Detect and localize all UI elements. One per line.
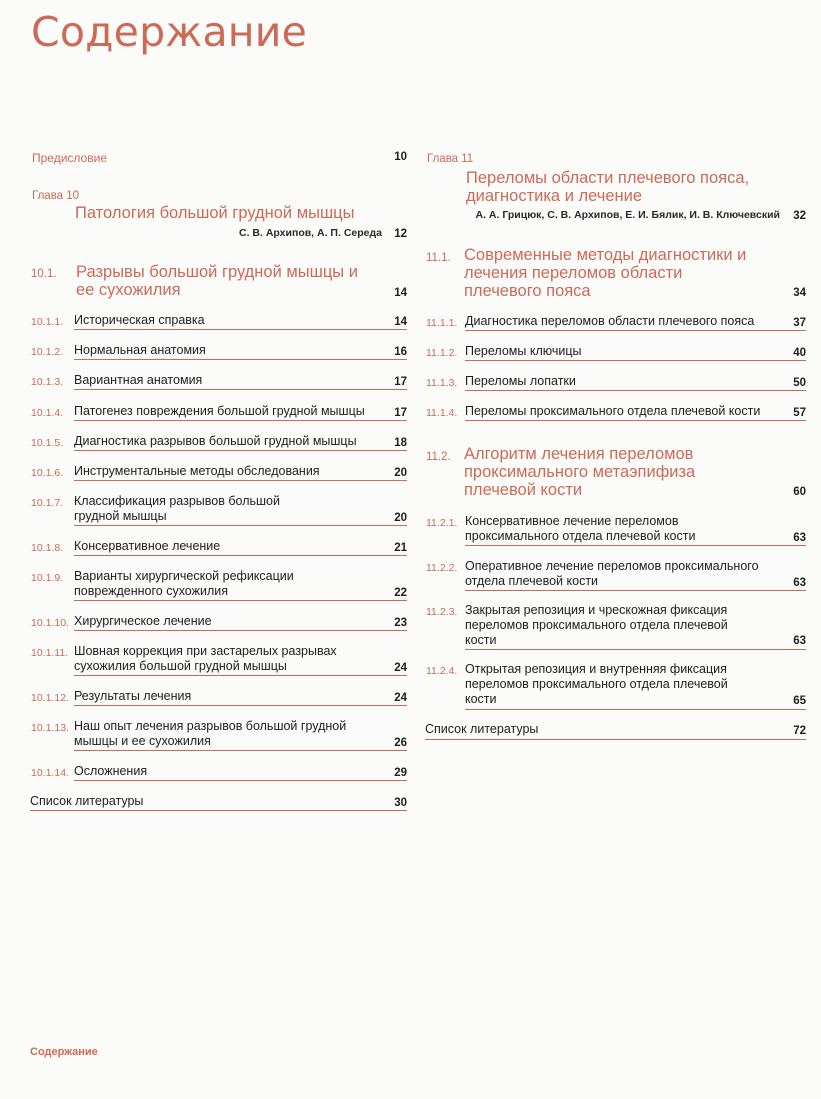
toc-entry[interactable] [425, 403, 806, 421]
entry-num: 11.1.2. [426, 347, 458, 359]
toc-entry[interactable] [30, 763, 407, 781]
entry-num: 11.1.4. [426, 407, 458, 419]
entry-num: 10.1.11. [31, 647, 69, 659]
entry-label: Наш опыт лечения разрывов большой грудной мышцы и ее сухожилия [74, 719, 347, 748]
entry-num: 11.2.1. [426, 517, 458, 529]
entry-page: 63 [793, 635, 806, 647]
entry-rule [465, 420, 806, 421]
entry-label: Вариантная анатомия [74, 373, 203, 387]
entry-rule [465, 330, 806, 331]
entry-page: 17 [394, 376, 407, 388]
entry-num: 11.2.4. [426, 665, 458, 677]
entry-page: 40 [793, 347, 806, 359]
entry-page: 18 [394, 437, 407, 449]
entry-label: Диагностика переломов области плечевого пояса [465, 314, 755, 328]
references-page: 30 [394, 797, 407, 809]
entry-label: Классификация разрывов большой грудной мышцы [74, 494, 280, 523]
toc-chapter-10[interactable] [30, 186, 407, 241]
section-page: 14 [394, 287, 407, 299]
entry-rule [74, 705, 407, 706]
toc-entry-references[interactable] [425, 721, 806, 739]
entry-rule [74, 525, 407, 526]
section-page: 60 [793, 486, 806, 498]
entry-page: 63 [793, 577, 806, 589]
entry-rule [74, 675, 407, 676]
section-page: 34 [793, 287, 806, 299]
chapter-authors: А. А. Грицюк, С. В. Архипов, Е. И. Бялик, И. В. Ключевский [475, 209, 780, 221]
entry-num: 10.1.7. [31, 497, 64, 509]
entry-num: 10.1.4. [31, 407, 64, 419]
page-title: Содержание [31, 8, 308, 56]
entry-rule [74, 359, 407, 360]
entry-rule [465, 649, 806, 650]
entry-num: 11.2.2. [426, 562, 458, 574]
toc-entry[interactable] [30, 688, 407, 706]
entry-num: 10.1.6. [31, 467, 64, 479]
entry-page: 24 [394, 692, 407, 704]
entry-page: 65 [793, 695, 806, 707]
entry-page: 16 [394, 346, 407, 358]
entry-page: 20 [394, 512, 407, 524]
entry-rule [74, 450, 407, 451]
toc-chapter-11[interactable] [425, 150, 806, 225]
entry-rule [74, 389, 407, 390]
entry-rule [74, 750, 407, 751]
toc-section-10-1[interactable] [30, 261, 407, 303]
entry-num: 10.1.3. [31, 376, 64, 388]
entry-rule [30, 810, 407, 811]
entry-page: 29 [394, 767, 407, 779]
entry-rule [74, 555, 407, 556]
entry-label: Консервативное лечение переломов проксимального отдела плечевой кости [465, 514, 696, 543]
toc-section-11-1[interactable] [425, 246, 806, 301]
entry-rule [74, 600, 407, 601]
toc-entry[interactable] [425, 661, 806, 707]
entry-rule [74, 480, 407, 481]
entry-label: Патогенез повреждения большой грудной мышцы [74, 404, 365, 418]
entry-page: 21 [394, 542, 407, 554]
running-footer: Содержание [30, 1046, 98, 1058]
toc-section-11-2[interactable] [425, 445, 806, 500]
entry-num: 10.1.9. [31, 572, 64, 584]
entry-label: Оперативное лечение переломов проксимального отдела плечевой кости [465, 559, 759, 588]
section-num: 11.2. [426, 451, 451, 463]
entry-page: 26 [394, 737, 407, 749]
toc-entry[interactable] [30, 372, 407, 390]
entry-page: 37 [793, 317, 806, 329]
toc-entry[interactable] [30, 613, 407, 631]
entry-num: 10.1.1. [31, 316, 64, 328]
toc-entry[interactable] [425, 602, 806, 648]
toc-entry[interactable] [425, 313, 806, 331]
entry-num: 10.1.8. [31, 542, 64, 554]
toc-entry-preface[interactable] [30, 146, 407, 166]
chapter-title: Патология большой грудной мышцы [75, 204, 355, 222]
entry-label: Нормальная анатомия [74, 343, 206, 357]
toc-entry[interactable] [425, 513, 806, 545]
entry-label: Консервативное лечение [74, 539, 221, 553]
entry-page: 22 [394, 587, 407, 599]
entry-num: 10.1.10. [31, 617, 69, 629]
section-title: Современные методы диагностики и лечения переломов области плечевого пояса [464, 246, 747, 300]
toc-entry[interactable] [30, 493, 407, 525]
toc-entry[interactable] [30, 433, 407, 451]
entry-label: Переломы лопатки [465, 374, 576, 388]
chapter-authors: С. В. Архипов, А. П. Середа [238, 227, 382, 239]
entry-num: 10.1.14. [31, 767, 69, 779]
section-title: Разрывы большой грудной мышцы и ее сухожилия [76, 263, 358, 299]
entry-label: Шовная коррекция при застарелых разрывах сухожилия большой грудной мышцы [74, 644, 337, 673]
toc-entry-references[interactable] [30, 793, 407, 811]
entry-num: 10.1.2. [31, 346, 64, 358]
preface-page: 10 [394, 151, 407, 163]
chapter-title: Переломы области плечевого пояса, диагностика и лечение [466, 169, 750, 205]
toc-entry[interactable] [30, 718, 407, 750]
entry-num: 10.1.13. [31, 722, 69, 734]
entry-label: Осложнения [74, 764, 148, 778]
toc-entry[interactable] [30, 568, 407, 600]
entry-num: 11.2.3. [426, 606, 458, 618]
section-num: 11.1. [426, 252, 451, 264]
entry-rule [74, 420, 407, 421]
entry-label: Инструментальные методы обследования [74, 464, 320, 478]
chapter-label: Глава 11 [427, 153, 474, 165]
entry-label: Переломы проксимального отдела плечевой кости [465, 404, 761, 418]
entry-rule [74, 780, 407, 781]
entry-num: 10.1.5. [31, 437, 64, 449]
entry-page: 14 [394, 316, 407, 328]
references-label: Список литературы [30, 794, 144, 808]
entry-rule [465, 590, 806, 591]
entry-rule [425, 739, 806, 740]
toc-entry[interactable] [30, 342, 407, 360]
toc-entry[interactable] [30, 463, 407, 481]
entry-page: 57 [793, 407, 806, 419]
entry-rule [74, 329, 407, 330]
entry-label: Хирургическое лечение [74, 614, 212, 628]
references-label: Список литературы [425, 722, 539, 736]
entry-label: Диагностика разрывов большой грудной мышцы [74, 434, 357, 448]
toc-entry[interactable] [425, 373, 806, 391]
entry-label: Закрытая репозиция и чрескожная фиксация переломов проксимального отдела плечевой кости [465, 603, 728, 647]
entry-page: 50 [793, 377, 806, 389]
entry-label: Историческая справка [74, 313, 205, 327]
chapter-page: 32 [793, 210, 806, 222]
entry-num: 11.1.3. [426, 377, 458, 389]
entry-num: 11.1.1. [426, 317, 458, 329]
entry-page: 20 [394, 467, 407, 479]
toc-entry[interactable] [30, 643, 407, 675]
entry-num: 10.1.12. [31, 692, 69, 704]
toc-entry[interactable] [30, 538, 407, 556]
chapter-page: 12 [394, 228, 407, 240]
toc-entry[interactable] [30, 312, 407, 330]
section-title: Алгоритм лечения переломов проксимального метаэпифиза плечевой кости [464, 445, 696, 499]
entry-page: 23 [394, 617, 407, 629]
entry-page: 17 [394, 407, 407, 419]
entry-label: Варианты хирургической рефиксации поврежденного сухожилия [74, 569, 294, 598]
entry-rule [74, 630, 407, 631]
toc-entry[interactable] [30, 403, 407, 421]
section-num: 10.1. [31, 268, 57, 280]
preface-label: Предисловие [32, 151, 107, 165]
toc-entry[interactable] [425, 343, 806, 361]
entry-rule [465, 709, 806, 710]
entry-page: 24 [394, 662, 407, 674]
references-page: 72 [793, 725, 806, 737]
entry-rule [465, 360, 806, 361]
entry-label: Переломы ключицы [465, 344, 582, 358]
entry-rule [465, 390, 806, 391]
entry-label: Результаты лечения [74, 689, 192, 703]
entry-rule [465, 545, 806, 546]
chapter-label: Глава 10 [32, 190, 80, 202]
toc-entry[interactable] [425, 558, 806, 590]
entry-page: 63 [793, 532, 806, 544]
entry-label: Открытая репозиция и внутренняя фиксация переломов проксимального отдела плечевой кости [465, 662, 728, 706]
